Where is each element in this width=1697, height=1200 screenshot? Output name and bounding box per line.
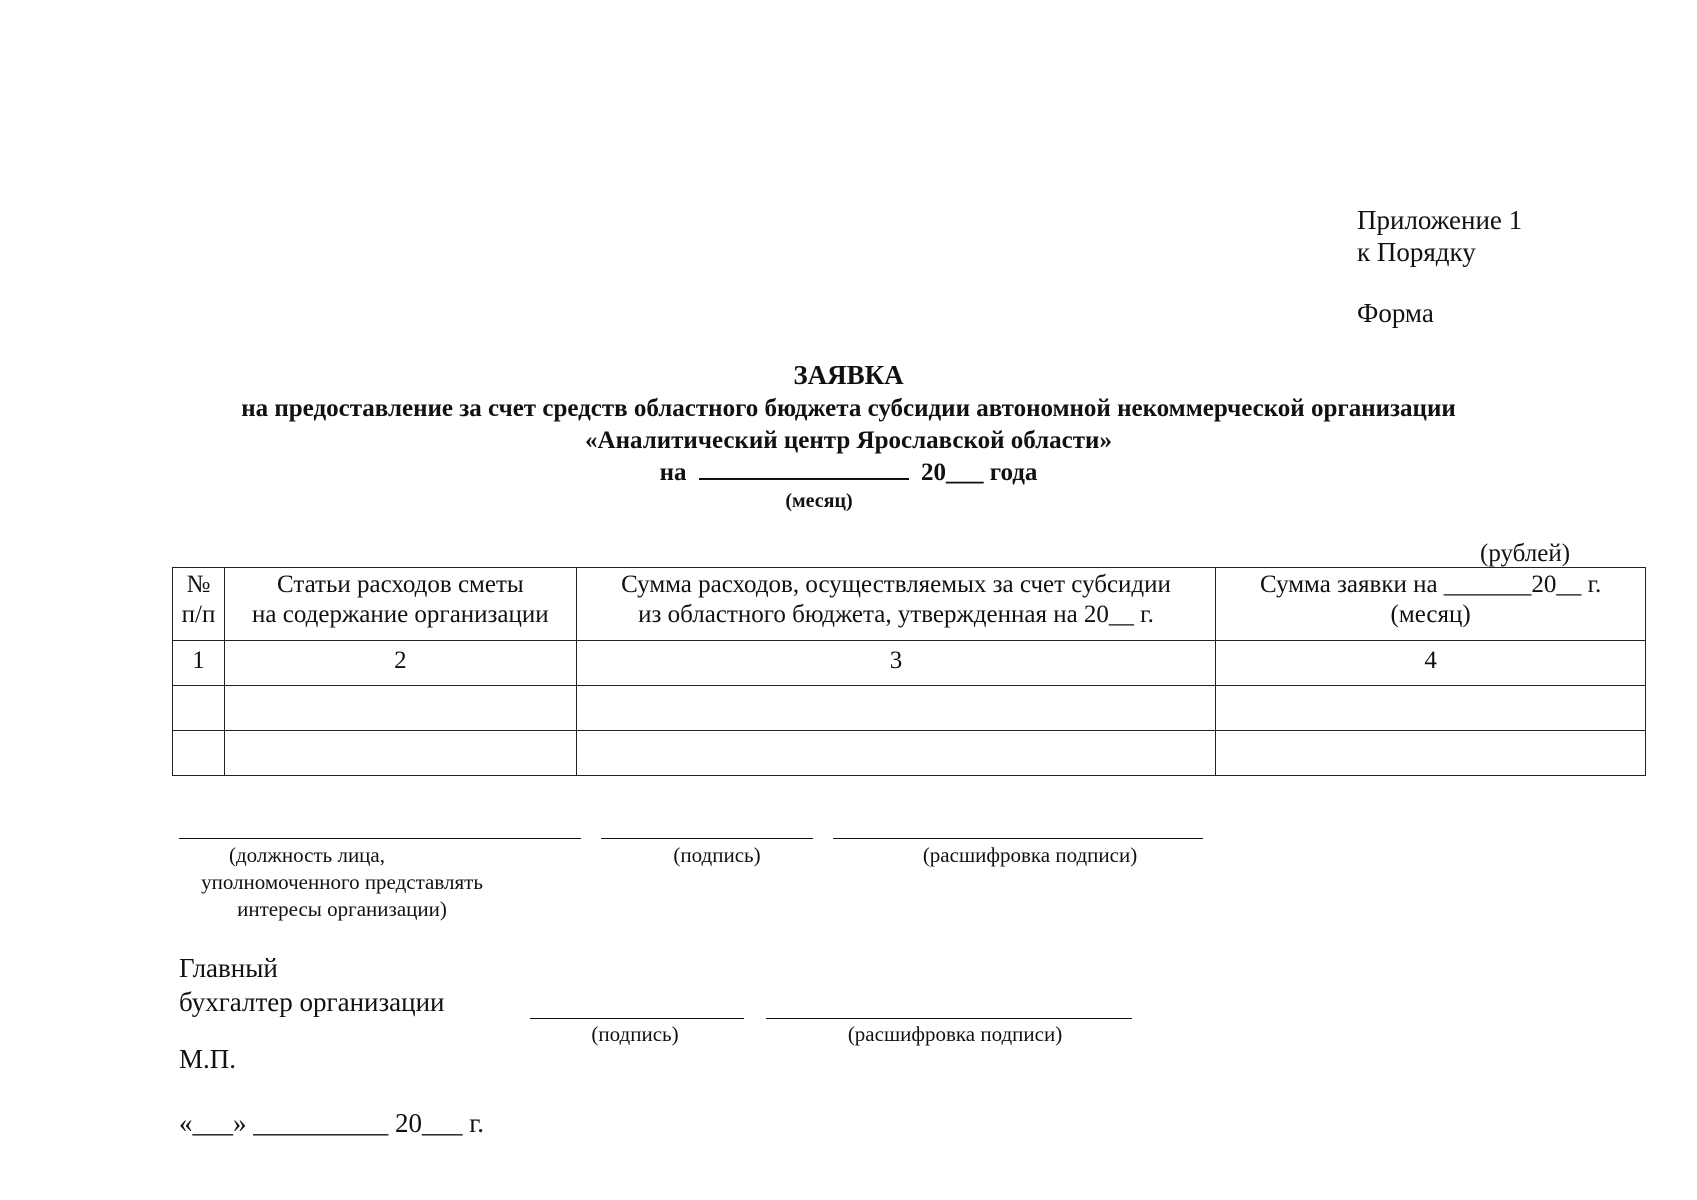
month-blank [699,458,909,480]
header-approved-amount [576,568,1216,641]
chief-decoding-caption: (расшифровка подписи) [847,1022,1063,1046]
column-number-4: 4 [1216,641,1646,686]
table-cell[interactable] [173,686,225,731]
appendix-note [1357,204,1522,268]
signature-caption: (подпись) [673,843,761,867]
table-row [173,686,1646,731]
date-line: «___» __________ 20___ г. [179,1108,485,1138]
column-number-3: 3 [576,641,1216,686]
decoding-signature-line[interactable] [833,838,1203,839]
header-request-line-1: Сумма заявки на _______20__ г. [1260,571,1602,598]
title-year: 20___ [921,459,984,486]
title-line-3 [0,458,1697,487]
header-approved-line-2: из областного бюджета, утвержденная на 20__ г. [638,601,1154,628]
document-heading: ЗАЯВКА [793,360,904,390]
chief-accountant-label [179,951,444,1019]
header-expense-line-2: на содержание организации [252,601,549,628]
header-number-line-1: № [186,571,211,598]
title-line-3-suffix: года [989,459,1038,486]
chief-accountant-line-2: бухгалтер организации [179,987,445,1017]
stamp-label: М.П. [179,1044,237,1074]
chief-decoding-line[interactable] [766,1018,1132,1019]
appendix-line-1: Приложение 1 [1357,205,1523,235]
header-expense-line-1: Статьи расходов сметы [277,571,524,598]
header-request-line-2: (месяц) [1390,601,1471,628]
position-signature-line[interactable] [179,838,581,839]
header-expense-items [224,568,576,641]
form-label: Форма [1357,298,1434,328]
position-caption-line-1: (должность лица, [228,843,385,867]
table-cell[interactable] [173,731,225,776]
header-request-amount [1216,568,1646,641]
header-approved-line-1: Сумма расходов, осуществляемых за счет субсидии [621,571,1171,598]
title-line-2: «Аналитический центр Ярославской области» [585,427,1112,454]
position-caption-line-3: интересы организации) [237,897,447,921]
position-caption-line-2: уполномоченного представлять [201,870,483,894]
decoding-caption: (расшифровка подписи) [922,843,1138,867]
table-cell[interactable] [224,686,576,731]
table-cell[interactable] [1216,686,1646,731]
table-cell[interactable] [576,731,1216,776]
table-number-row [173,641,1646,686]
title-line-3-prefix: на [659,459,687,486]
chief-accountant-line-1: Главный [179,953,278,983]
table-row [173,731,1646,776]
table-cell[interactable] [224,731,576,776]
title-line-1: на предоставление за счет средств областного бюджета субсидии автономной некоммерческой организации [241,395,1456,422]
signature-line[interactable] [601,838,813,839]
table-cell[interactable] [576,686,1216,731]
header-number-line-2: п/п [181,601,216,628]
table-cell[interactable] [1216,731,1646,776]
units-label: (рублей) [1480,540,1571,567]
header-number [173,568,225,641]
column-number-1: 1 [173,641,225,686]
column-number-2: 2 [224,641,576,686]
appendix-line-2: к Порядку [1357,237,1476,267]
month-caption: (месяц) [785,490,853,512]
chief-signature-caption: (подпись) [591,1022,679,1046]
position-caption [172,842,512,923]
chief-signature-line[interactable] [530,1018,744,1019]
table-header-row [173,568,1646,641]
request-table [172,567,1646,776]
